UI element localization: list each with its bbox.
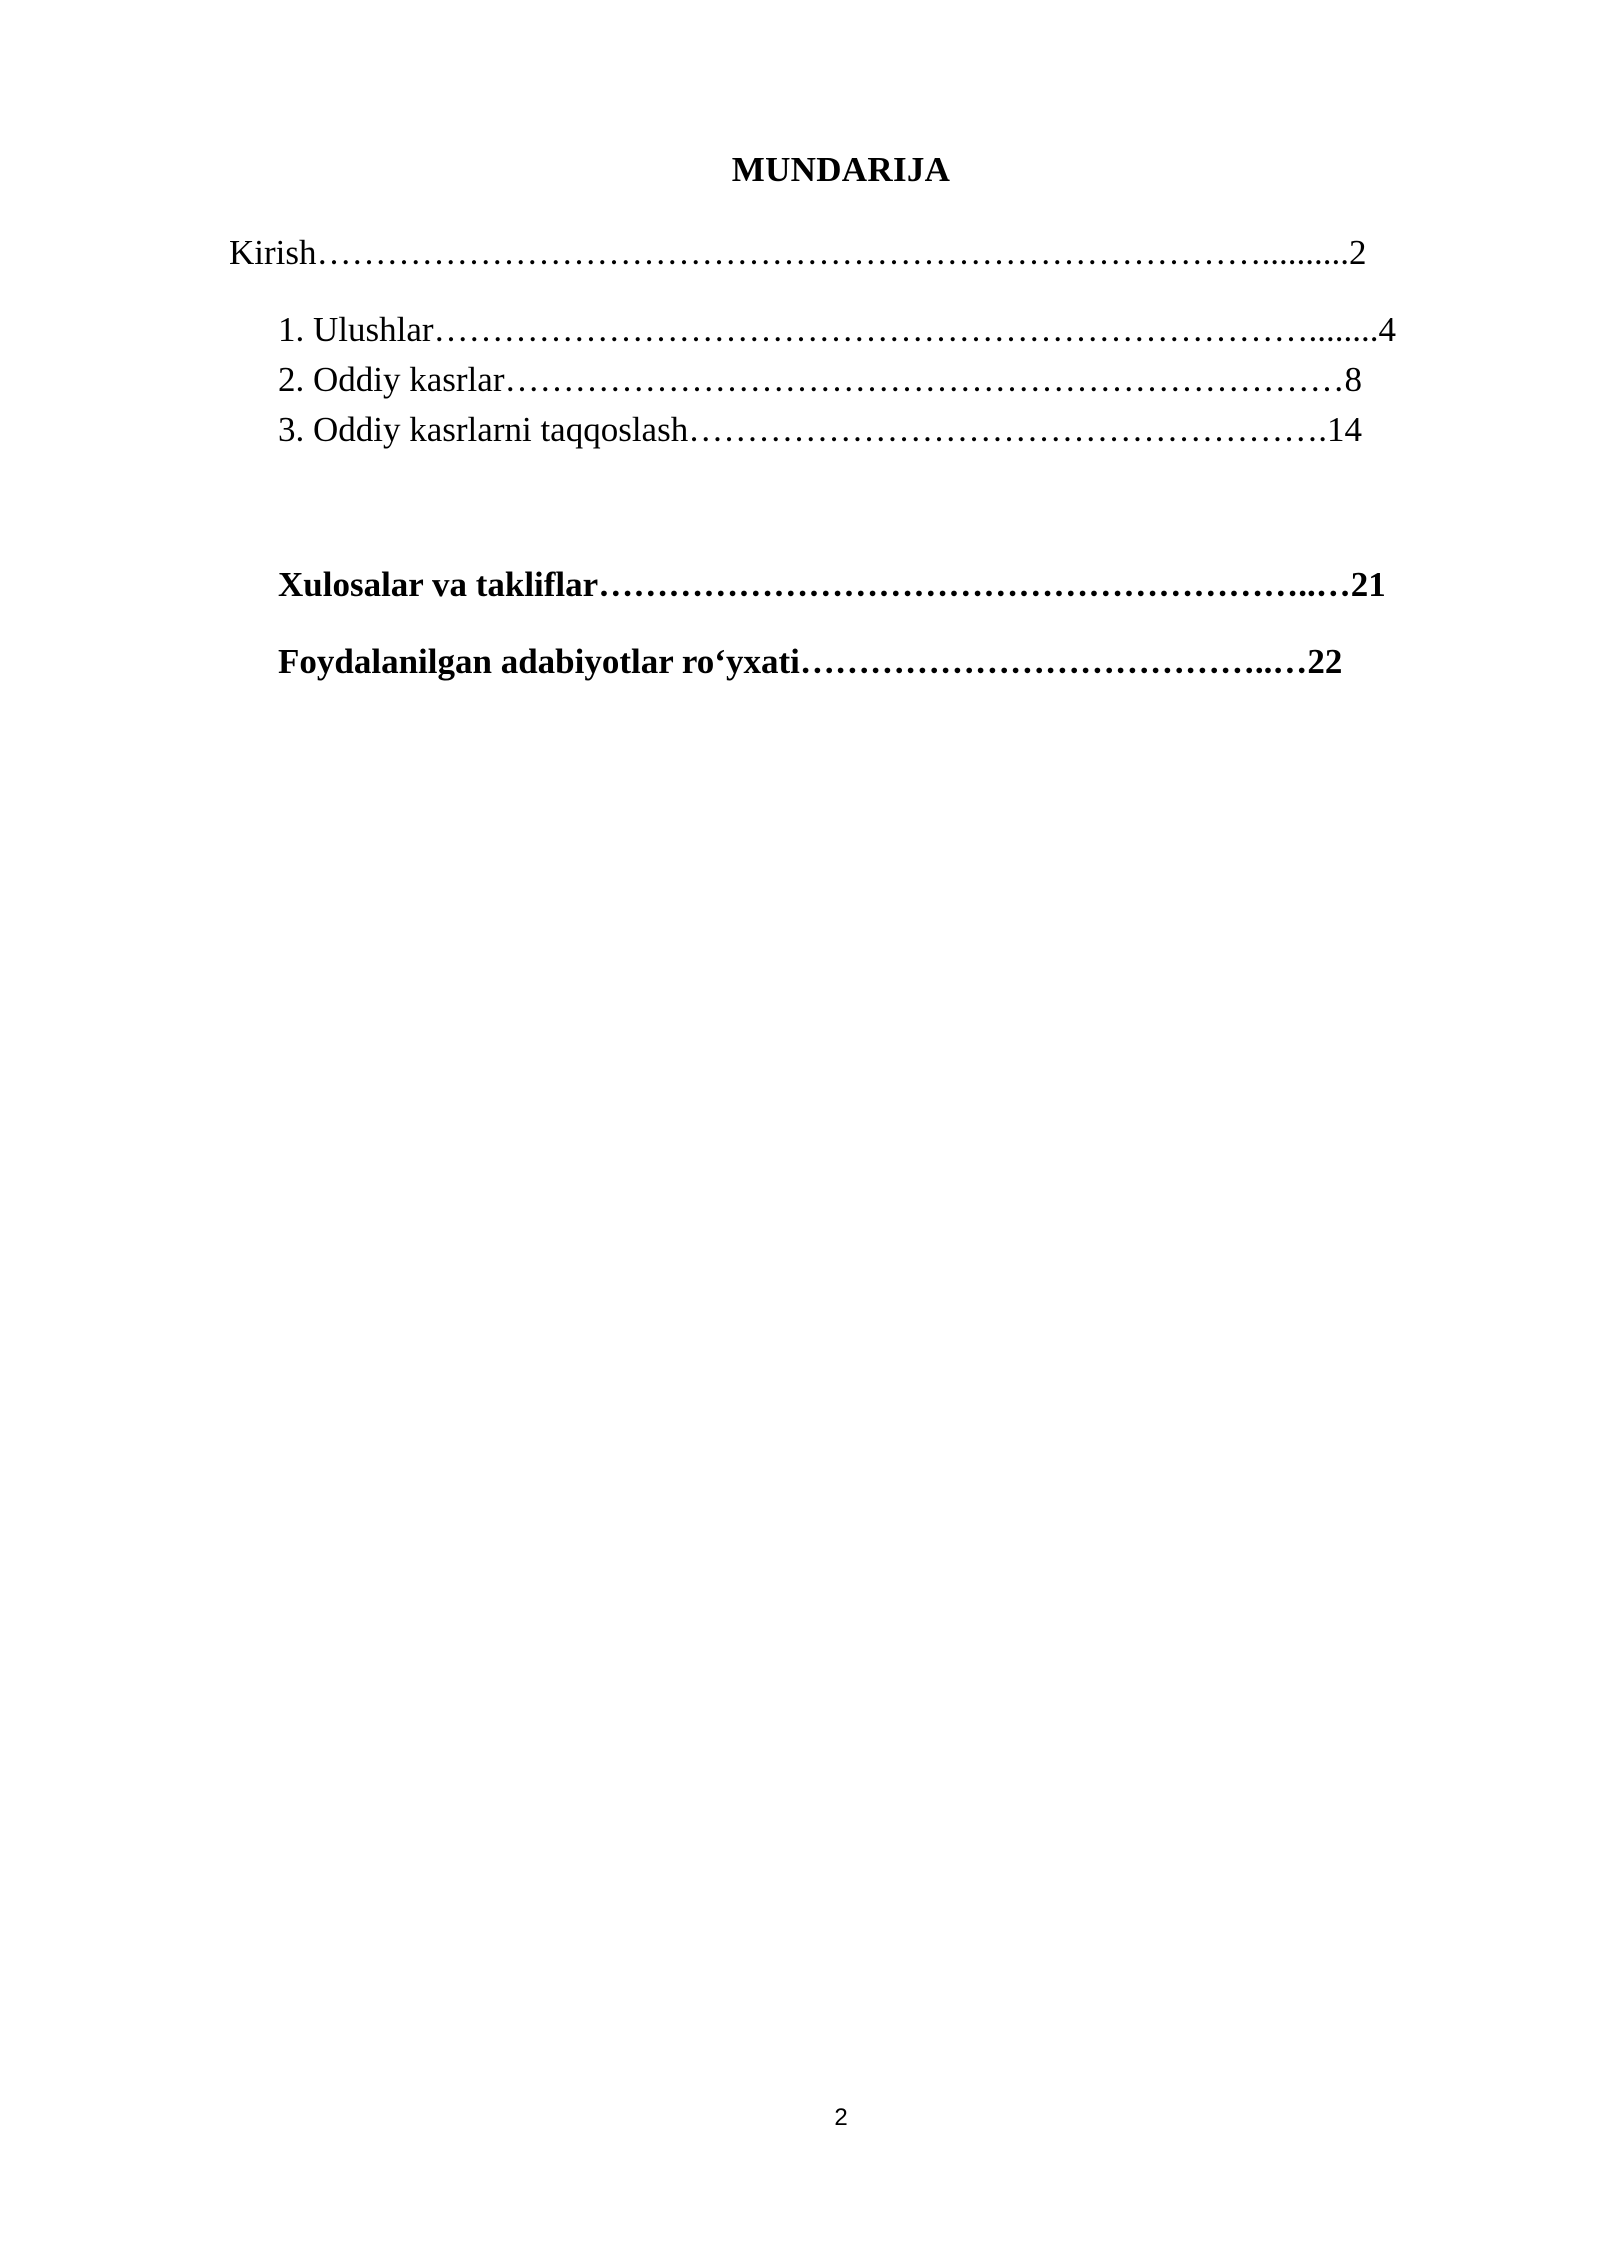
toc-entry-oddiy-kasrlar[interactable]: 2. Oddiy kasrlar………………………………………………………………8 <box>278 360 1362 399</box>
page-number: 2 <box>834 2104 848 2131</box>
toc-entry-conclusion[interactable]: Xulosalar va takliflar……………………………………………………..…21 <box>278 565 1386 604</box>
toc-entry-references[interactable]: Foydalanilgan adabiyotlar ro‘yxati…………………………………..…22 <box>278 642 1343 681</box>
toc-entry-oddiy-kasrlarni-taqqoslash[interactable]: 3. Oddiy kasrlarni taqqoslash……………………………………………….14 <box>278 410 1362 449</box>
toc-entry-ulushlar[interactable]: 1. Ulushlar…………………………………………………………………........4 <box>278 310 1397 349</box>
page-title: MUNDARIJA <box>731 150 951 189</box>
toc-entry-intro[interactable]: Kirish………………………………………………………………………..........2 <box>229 233 1367 272</box>
